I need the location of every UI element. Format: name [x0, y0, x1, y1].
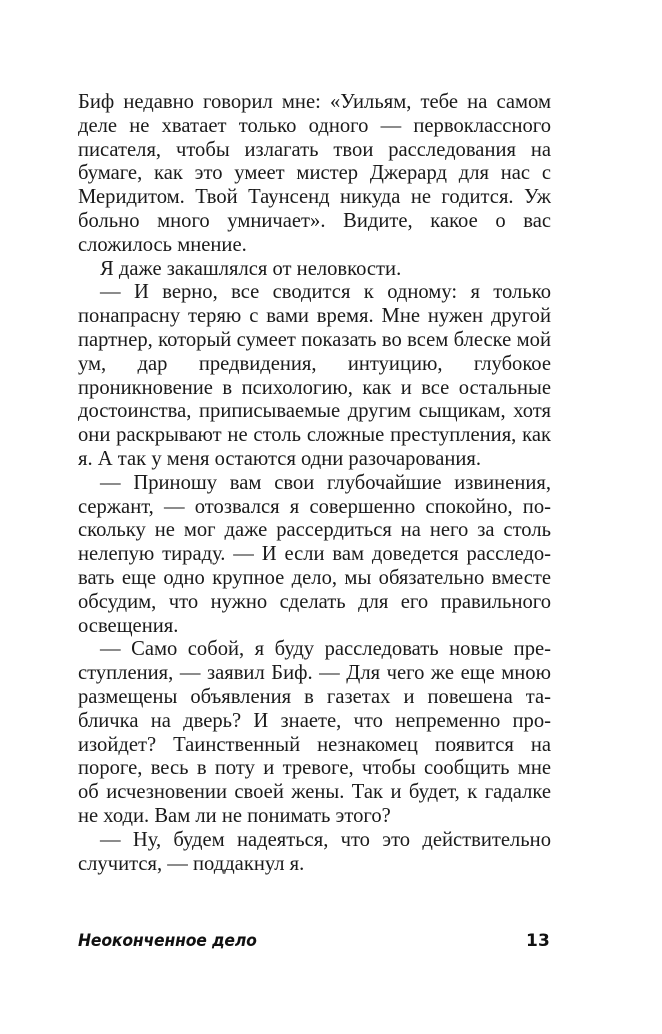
page-number: 13: [525, 931, 550, 951]
page-footer: [78, 930, 550, 952]
paragraph-1: Биф недавно говорил мне: «Уильям, тебе на самом деле не хватает только одного — первоклассного писателя, чтобы излагать твои расследования на бумаге, как это умеет мистер Джерард для нас с Меридитом. Твой Таунсенд никуда не годится. Уж больно много умничает». Видите, какое о вас сложилось мнение.: [78, 91, 551, 256]
running-title: Неоконченное дело: [78, 931, 257, 951]
page-body: [78, 91, 551, 876]
paragraph-5: — Само собой, я буду расследовать новые преступления, — заявил Биф. — Для чего же еще мною размещены объявления в газетах и повешена табличка на дверь? И знаете, что непременно произойдет? Таинственный незнакомец появится на пороге, весь в поту и тревоге, чтобы сообщить мне об исчезновении своей жены. Так и будет, к гадалке не ходи. Вам ли не понимать этого?: [78, 638, 551, 827]
paragraph-2: Я даже закашлялся от неловкости.: [100, 257, 402, 280]
paragraph-6: — Ну, будем надеяться, что это действительно случится, — поддакнул я.: [78, 828, 551, 875]
paragraph-4: — Приношу вам свои глубочайшие извинения, сержант, — отозвался я совершенно спокойно, поскольку не мог даже рассердиться на него за столь нелепую тираду. — И если вам доведется расследовать еще одно крупное дело, мы обязательно вместе обсудим, что нужно сделать для его правильного освещения.: [78, 471, 551, 637]
paragraph-3: — И верно, все сводится к одному: я только понапрасну теряю с вами время. Мне нужен другой партнер, который сумеет показать во всем блеске мой ум, дар предвидения, интуицию, глубокое проникновение в психологию, как и все остальные достоинства, приписываемые другим сыщикам, хотя они раскрывают не столь сложные преступления, как я. А так у меня остаются одни разочарования.: [78, 281, 551, 470]
